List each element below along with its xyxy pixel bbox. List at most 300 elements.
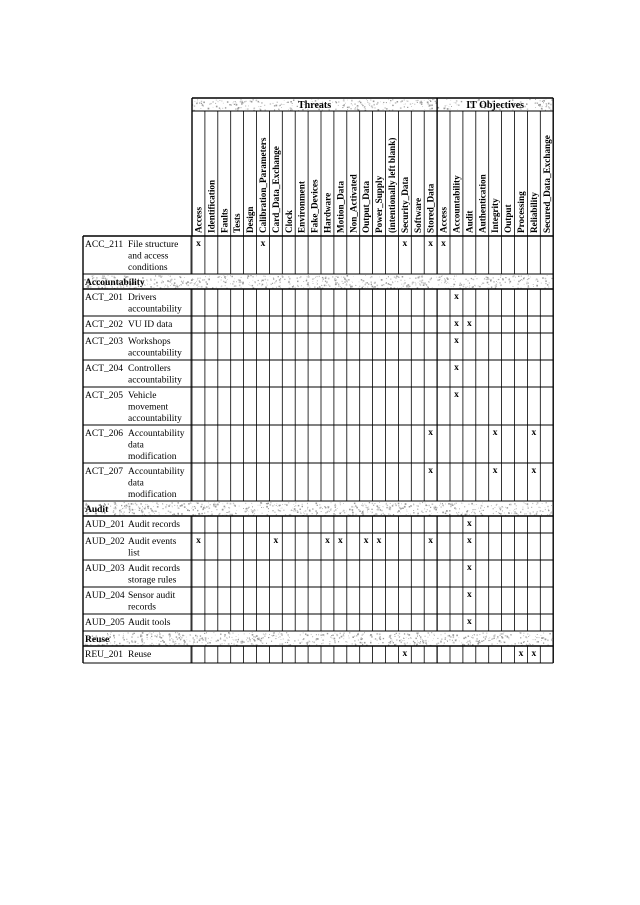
speckle <box>313 642 315 644</box>
speckle <box>252 634 254 636</box>
speckle <box>179 637 181 639</box>
requirement-description: accountability <box>128 348 182 359</box>
mapping-mark: x <box>428 239 434 249</box>
speckle <box>124 506 125 507</box>
speckle <box>277 102 278 103</box>
speckle <box>387 505 389 507</box>
speckle <box>282 504 283 505</box>
speckle <box>352 636 354 638</box>
speckle <box>328 284 329 285</box>
speckle <box>113 508 114 509</box>
speckle <box>370 277 371 278</box>
speckle <box>443 505 444 506</box>
speckle <box>133 513 134 514</box>
speckle <box>133 513 135 515</box>
speckle <box>340 503 341 504</box>
speckle <box>120 515 121 516</box>
column-header: Environment <box>296 181 307 233</box>
speckle <box>455 640 457 642</box>
speckle <box>389 506 390 507</box>
speckle <box>423 512 424 513</box>
speckle <box>199 514 200 515</box>
speckle <box>435 505 436 506</box>
speckle <box>180 636 181 637</box>
speckle <box>491 505 492 506</box>
speckle <box>272 636 273 637</box>
speckle <box>184 642 185 643</box>
speckle <box>408 513 409 514</box>
speckle <box>230 503 232 505</box>
speckle <box>511 504 512 505</box>
speckle <box>532 644 533 645</box>
speckle <box>402 508 403 509</box>
speckle <box>197 510 198 511</box>
speckle <box>191 282 192 283</box>
speckle <box>168 505 170 507</box>
speckle <box>429 635 430 636</box>
speckle <box>499 513 500 514</box>
speckle <box>232 276 233 277</box>
speckle <box>465 287 466 288</box>
threats-group-header: Threats <box>297 100 332 111</box>
speckle <box>317 283 318 284</box>
speckle <box>182 283 183 284</box>
speckle <box>396 644 397 645</box>
speckle <box>362 512 363 513</box>
speckle <box>146 634 148 636</box>
speckle <box>266 506 268 508</box>
speckle <box>329 511 330 512</box>
speckle <box>424 100 425 101</box>
speckle <box>123 634 124 635</box>
speckle <box>459 641 460 642</box>
speckle <box>523 507 524 508</box>
speckle <box>371 641 372 642</box>
speckle <box>401 504 402 505</box>
speckle <box>419 281 420 282</box>
speckle <box>369 103 370 104</box>
speckle <box>281 634 283 636</box>
speckle <box>491 639 492 640</box>
speckle <box>288 110 289 111</box>
speckle <box>249 284 250 285</box>
speckle <box>107 633 108 634</box>
speckle <box>247 277 248 278</box>
speckle <box>449 106 450 107</box>
speckle <box>346 641 347 642</box>
speckle <box>362 503 363 504</box>
speckle <box>199 286 200 287</box>
speckle <box>355 285 356 286</box>
speckle <box>129 504 130 505</box>
speckle <box>297 285 298 286</box>
speckle <box>417 635 418 636</box>
speckle <box>324 636 325 637</box>
speckle <box>468 641 469 642</box>
speckle <box>139 508 141 510</box>
speckle <box>547 275 548 276</box>
speckle <box>410 514 411 515</box>
speckle <box>244 511 245 512</box>
speckle <box>279 286 280 287</box>
speckle <box>407 101 408 102</box>
speckle <box>386 282 387 283</box>
speckle <box>461 101 462 102</box>
speckle <box>422 276 423 277</box>
requirement-description: Audit records <box>128 564 180 574</box>
speckle <box>361 279 362 280</box>
speckle <box>263 634 264 635</box>
requirement-description: Audit events <box>128 537 177 547</box>
speckle <box>374 107 375 108</box>
speckle <box>113 510 114 511</box>
speckle <box>521 288 522 289</box>
speckle <box>523 642 524 643</box>
requirement-description: accountability <box>128 304 182 315</box>
speckle <box>321 285 322 286</box>
speckle <box>441 639 442 640</box>
speckle <box>304 511 305 512</box>
speckle <box>174 279 175 280</box>
speckle <box>122 508 123 509</box>
speckle <box>307 282 308 283</box>
speckle <box>194 506 195 507</box>
speckle <box>281 639 282 640</box>
speckle <box>213 107 214 108</box>
speckle <box>499 507 500 508</box>
speckle <box>287 634 289 636</box>
speckle <box>126 639 127 640</box>
speckle <box>341 512 342 513</box>
speckle <box>388 513 389 514</box>
speckle <box>479 634 480 635</box>
speckle <box>420 638 421 639</box>
speckle <box>551 99 553 101</box>
speckle <box>526 283 527 284</box>
speckle <box>547 514 548 515</box>
speckle <box>390 284 391 285</box>
speckle <box>141 509 142 510</box>
speckle <box>411 638 412 639</box>
speckle <box>388 99 389 100</box>
speckle <box>320 287 321 288</box>
speckle <box>348 279 349 280</box>
speckle <box>362 635 363 636</box>
speckle <box>330 509 332 511</box>
speckle <box>431 109 432 110</box>
speckle <box>196 103 197 104</box>
speckle <box>498 279 499 280</box>
speckle <box>162 640 163 641</box>
speckle <box>422 502 423 503</box>
speckle <box>351 286 353 288</box>
speckle <box>497 279 498 280</box>
speckle <box>401 642 402 643</box>
speckle <box>428 633 429 634</box>
speckle <box>264 105 265 106</box>
speckle <box>550 104 552 106</box>
speckle <box>485 638 486 639</box>
speckle <box>223 103 224 104</box>
speckle <box>124 276 126 278</box>
speckle <box>542 637 544 639</box>
speckle <box>335 278 336 279</box>
speckle <box>246 508 248 510</box>
speckle <box>352 282 353 283</box>
speckle <box>372 512 373 513</box>
speckle <box>123 513 124 514</box>
speckle <box>362 644 363 645</box>
speckle <box>276 287 277 288</box>
speckle <box>546 502 548 504</box>
speckle <box>149 632 150 633</box>
speckle <box>323 643 324 644</box>
speckle <box>148 634 149 635</box>
speckle <box>155 635 156 636</box>
speckle <box>540 635 541 636</box>
speckle <box>177 284 178 285</box>
speckle <box>271 641 272 642</box>
speckle <box>233 281 235 283</box>
speckle <box>197 278 198 279</box>
speckle <box>462 513 463 514</box>
speckle <box>425 643 426 644</box>
speckle <box>381 510 382 511</box>
speckle <box>181 505 183 507</box>
speckle <box>421 103 423 105</box>
speckle <box>272 283 273 284</box>
speckle <box>338 284 339 285</box>
speckle <box>322 634 324 636</box>
speckle <box>147 639 148 640</box>
speckle <box>450 100 451 101</box>
speckle <box>295 505 296 506</box>
speckle <box>288 639 290 641</box>
speckle <box>396 639 397 640</box>
speckle <box>272 510 273 511</box>
speckle <box>438 284 439 285</box>
speckle <box>381 285 382 286</box>
speckle <box>124 515 125 516</box>
speckle <box>393 504 394 505</box>
speckle <box>248 508 249 509</box>
speckle <box>488 279 489 280</box>
speckle <box>421 282 423 284</box>
speckle <box>192 279 193 280</box>
speckle <box>159 514 160 515</box>
speckle <box>312 636 313 637</box>
speckle <box>151 636 152 637</box>
mapping-mark: x <box>492 466 498 476</box>
speckle <box>278 276 279 277</box>
speckle <box>143 508 144 509</box>
speckle <box>234 104 235 105</box>
column-header: (intentionally left blank) <box>386 137 397 233</box>
speckle <box>420 284 421 285</box>
speckle <box>213 506 214 507</box>
speckle <box>304 513 305 514</box>
speckle <box>306 280 307 281</box>
speckle <box>325 281 326 282</box>
speckle <box>525 513 526 514</box>
speckle <box>524 284 525 285</box>
speckle <box>211 514 213 516</box>
speckle <box>437 512 438 513</box>
speckle <box>368 509 369 510</box>
speckle <box>383 284 384 285</box>
speckle <box>163 281 164 282</box>
speckle <box>197 638 198 639</box>
speckle <box>284 104 285 105</box>
speckle <box>508 512 510 514</box>
speckle <box>209 104 210 105</box>
speckle <box>237 641 238 642</box>
speckle <box>464 506 465 507</box>
speckle <box>476 504 477 505</box>
speckle <box>392 282 393 283</box>
speckle <box>258 280 259 281</box>
requirement-id: AUD_204 <box>85 591 125 601</box>
speckle <box>179 285 180 286</box>
speckle <box>527 641 528 642</box>
speckle <box>447 279 449 281</box>
requirement-description: and access <box>128 251 169 262</box>
speckle <box>219 108 220 109</box>
speckle <box>242 102 243 103</box>
speckle <box>527 633 528 634</box>
speckle <box>355 107 356 108</box>
speckle <box>350 285 351 286</box>
speckle <box>236 640 237 641</box>
section-header: Accountability <box>85 278 145 288</box>
speckle <box>316 514 317 515</box>
speckle <box>432 287 433 288</box>
mapping-mark: x <box>466 319 472 329</box>
speckle <box>307 276 308 277</box>
speckle <box>294 508 296 510</box>
speckle <box>369 502 370 503</box>
speckle <box>434 508 435 509</box>
speckle <box>528 287 529 288</box>
speckle <box>229 637 230 638</box>
speckle <box>408 635 409 636</box>
speckle <box>294 640 296 642</box>
speckle <box>331 502 332 503</box>
speckle <box>142 632 144 634</box>
speckle <box>399 507 401 509</box>
speckle <box>365 505 366 506</box>
speckle <box>433 638 434 639</box>
speckle <box>367 507 369 509</box>
column-header: Processing <box>516 191 526 233</box>
speckle <box>297 511 299 513</box>
speckle <box>203 102 205 104</box>
speckle <box>495 634 496 635</box>
speckle <box>224 275 225 276</box>
speckle <box>514 511 516 513</box>
speckle <box>110 634 111 635</box>
speckle <box>268 511 269 512</box>
speckle <box>463 638 465 640</box>
speckle <box>199 278 200 279</box>
mapping-mark: x <box>325 536 330 546</box>
speckle <box>218 101 219 102</box>
speckle <box>334 511 335 512</box>
speckle <box>115 507 116 508</box>
speckle <box>394 276 395 277</box>
speckle <box>484 507 485 508</box>
speckle <box>132 634 134 636</box>
speckle <box>263 637 264 638</box>
speckle <box>142 513 143 514</box>
speckle <box>371 509 372 510</box>
speckle <box>305 510 306 511</box>
speckle <box>170 281 171 282</box>
speckle <box>418 642 419 643</box>
speckle <box>425 503 426 504</box>
speckle <box>365 108 366 109</box>
speckle <box>242 283 244 285</box>
column-header: Power_Supply <box>374 175 385 233</box>
speckle <box>147 637 148 638</box>
speckle <box>92 276 94 278</box>
speckle <box>361 637 362 638</box>
speckle <box>261 286 262 287</box>
speckle <box>545 639 547 641</box>
speckle <box>170 635 171 636</box>
speckle <box>178 643 179 644</box>
speckle <box>486 635 487 636</box>
speckle <box>303 287 304 288</box>
speckle <box>449 514 451 516</box>
speckle <box>220 638 221 639</box>
speckle <box>233 640 234 641</box>
speckle <box>153 512 154 513</box>
speckle <box>386 507 387 508</box>
speckle <box>166 504 167 505</box>
speckle <box>415 277 417 279</box>
column-header: Output <box>503 204 514 233</box>
requirement-id: ACC_211 <box>85 240 124 250</box>
speckle <box>235 101 236 102</box>
speckle <box>409 286 410 287</box>
speckle <box>527 287 528 288</box>
speckle <box>404 282 406 284</box>
speckle <box>458 104 460 106</box>
speckle <box>189 641 190 642</box>
speckle <box>466 514 467 515</box>
speckle <box>413 512 414 513</box>
speckle <box>441 276 442 277</box>
speckle <box>424 109 425 110</box>
speckle <box>381 510 383 512</box>
speckle <box>521 276 522 277</box>
speckle <box>306 634 307 635</box>
speckle <box>246 639 247 640</box>
speckle <box>378 507 380 509</box>
speckle <box>548 103 550 105</box>
speckle <box>535 636 536 637</box>
speckle <box>398 277 399 278</box>
speckle <box>425 505 427 507</box>
speckle <box>469 514 470 515</box>
speckle <box>253 280 254 281</box>
speckle <box>420 641 421 642</box>
speckle <box>473 509 474 510</box>
speckle <box>224 276 225 277</box>
speckle <box>286 504 288 506</box>
speckle <box>197 99 198 100</box>
